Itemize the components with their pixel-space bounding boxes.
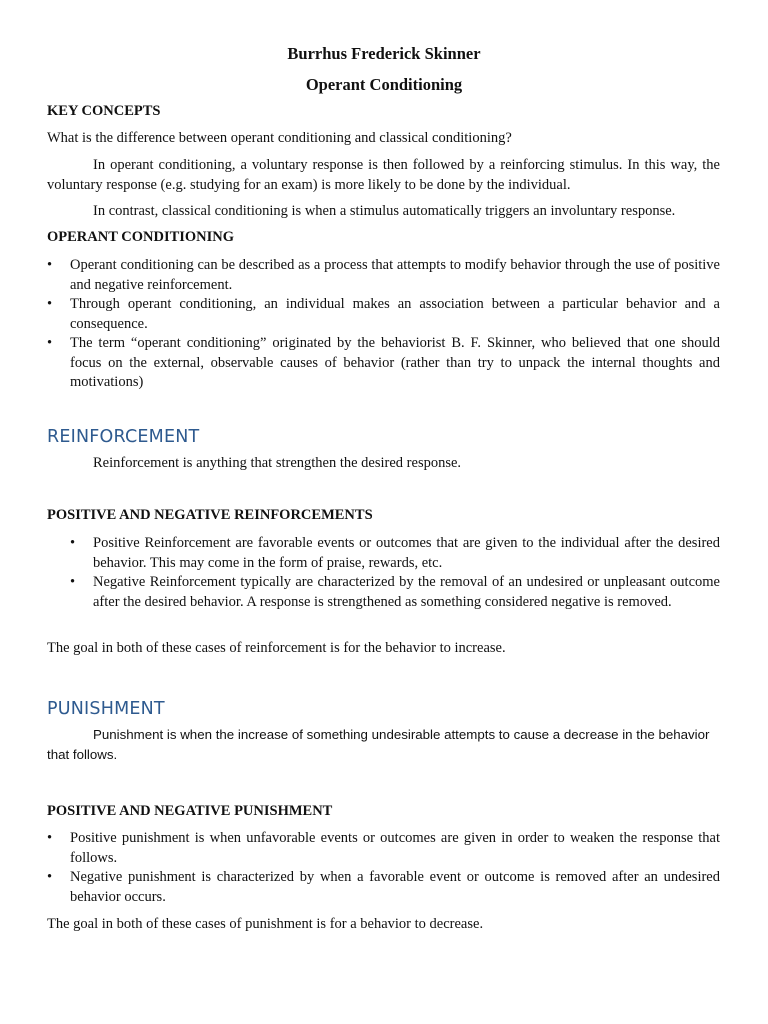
bullet-icon: •	[47, 296, 53, 312]
reinforcements-subheading: POSITIVE AND NEGATIVE REINFORCEMENTS	[47, 507, 373, 523]
bullet-icon: •	[47, 257, 53, 273]
reinforcement-heading: REINFORCEMENT	[47, 427, 200, 447]
bullet-icon: •	[47, 830, 53, 846]
punishment-goal: The goal in both of these cases of punishment is for a behavior to decrease.	[47, 916, 484, 932]
reinforcement-definition: Reinforcement is anything that strengthen the desired response.	[93, 455, 462, 471]
list-item-text: Negative punishment is characterized by when a favorable event or outcome is removed after an undesired behavior occurs.	[70, 869, 720, 905]
list-item	[47, 829, 720, 868]
bullet-icon: •	[70, 574, 76, 590]
list-item-text: Positive punishment is when unfavorable events or outcomes are given in order to weaken the response that follows.	[70, 830, 720, 866]
bullet-icon: •	[47, 335, 53, 351]
document-title: Burrhus Frederick Skinner	[287, 44, 481, 63]
list-item-text: Through operant conditioning, an individual makes an association between a particular behavior and a consequence.	[70, 296, 720, 332]
key-concepts-paragraph-2: In contrast, classical conditioning is when a stimulus automatically triggers an involuntary response.	[93, 203, 676, 219]
key-concepts-question: What is the difference between operant conditioning and classical conditioning?	[47, 130, 512, 146]
key-concepts-heading: KEY CONCEPTS	[47, 103, 161, 119]
reinforcements-list	[70, 534, 720, 612]
list-item-text: Negative Reinforcement typically are characterized by the removal of an undesired or unpleasant outcome after the desired behavior. A response is strengthened as something considered negative is removed.	[93, 574, 720, 610]
list-item-text: Positive Reinforcement are favorable events or outcomes that are given to the individual after the desired behavior. This may come in the form of praise, rewards, etc.	[93, 535, 720, 571]
list-item-text: Operant conditioning can be described as a process that attempts to modify behavior through the use of positive and negative reinforcement.	[70, 257, 720, 293]
bullet-icon: •	[70, 535, 76, 551]
list-item	[47, 868, 720, 907]
list-item	[47, 334, 720, 393]
list-item	[47, 256, 720, 295]
list-item	[47, 295, 720, 334]
punishment-subheading: POSITIVE AND NEGATIVE PUNISHMENT	[47, 803, 333, 819]
operant-conditioning-list	[47, 256, 720, 393]
list-item-text: The term “operant conditioning” originated by the behaviorist B. F. Skinner, who believed that one should focus on the external, observable causes of behavior (rather than try to unpack the internal thoughts and motivations)	[70, 335, 720, 390]
list-item	[70, 573, 720, 612]
document-subtitle: Operant Conditioning	[305, 75, 463, 94]
bullet-icon: •	[47, 869, 53, 885]
key-concepts-paragraph-1: In operant conditioning, a voluntary response is then followed by a reinforcing stimulus. In this way, the voluntary response (e.g. studying for an exam) is more likely to be done by the individual.	[47, 157, 720, 193]
reinforcement-goal: The goal in both of these cases of reinforcement is for the behavior to increase.	[47, 640, 506, 656]
punishment-heading: PUNISHMENT	[47, 699, 165, 719]
operant-conditioning-heading: OPERANT CONDITIONING	[47, 229, 235, 245]
list-item	[70, 534, 720, 573]
punishment-list	[47, 829, 720, 907]
punishment-definition: Punishment is when the increase of something undesirable attempts to cause a decrease in the behavior that follows.	[47, 727, 710, 762]
